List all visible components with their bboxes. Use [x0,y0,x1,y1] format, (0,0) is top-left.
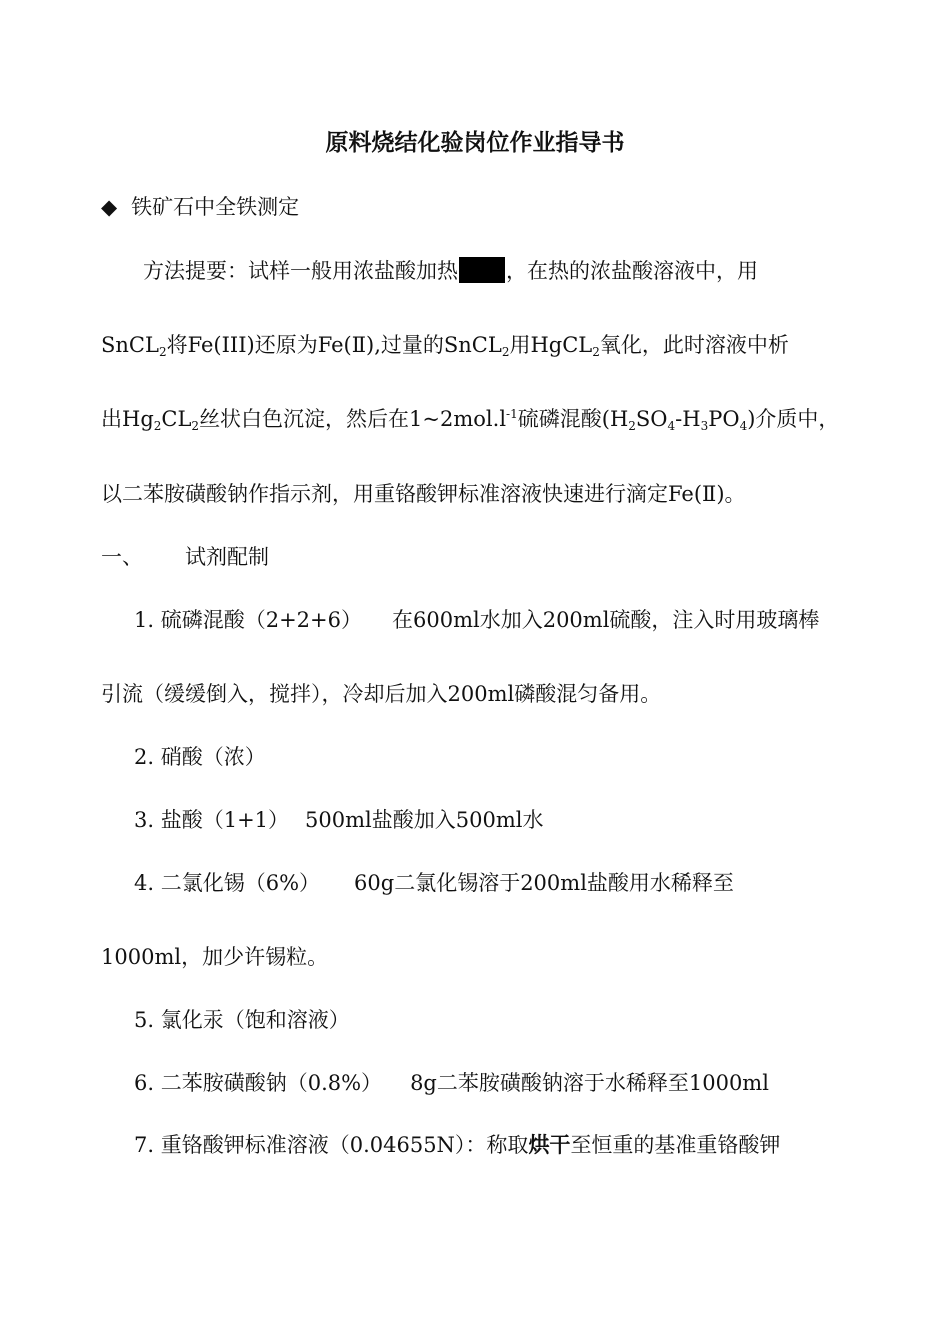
method-line-2 [101,331,789,359]
method-text: ，在热的浓盐酸溶液中，用 [506,259,758,283]
method-text: PO [708,407,740,431]
reagent-label: 7. 重铬酸钾标准溶液（0.04655N）：称取 [134,1133,529,1157]
method-line-1 [143,257,758,285]
subscript: 2 [191,419,200,433]
reagent-item-7 [134,1131,780,1159]
reagent-item-4-cont: 1000ml，加少许锡粒。 [101,945,329,969]
method-text: SO [635,407,668,431]
formula-text: SnCL [101,333,159,357]
reagent-item-1 [134,606,819,634]
reagent-label: 4. 二氯化锡（6%） [134,871,321,895]
reagents-heading [101,543,269,571]
method-text: -H [675,407,701,431]
method-text: 丝状白色沉淀，然后在1~2mol.l [199,407,507,431]
method-text: 氧化，此时溶液中析 [599,333,789,357]
document-title: 原料烧结化验岗位作业指导书 [325,130,625,156]
section-number: 一、 [101,545,143,569]
subscript: 2 [501,345,510,359]
reagent-item-3 [134,806,543,834]
bold-text: 烘干 [528,1133,571,1157]
diamond-bullet-icon: ◆ [101,195,118,219]
reagent-label: 6. 二苯胺磺酸钠（0.8%） [134,1071,383,1095]
method-text: 用HgCL [509,333,593,357]
reagent-label: 3. 盐酸（1+1） [134,808,290,832]
reagent-item-1-cont: 引流（缓缓倒入，搅拌），冷却后加入200ml磷酸混匀备用。 [101,682,662,706]
method-text: 将Fe(III)还原为Fe(Ⅱ),过量的SnCL [166,333,502,357]
reagent-desc: 60g二氯化锡溶于200ml盐酸用水稀释至 [354,871,734,895]
subscript: 3 [700,419,709,433]
section-heading-text: 铁矿石中全铁测定 [131,195,300,219]
reagent-desc: 500ml盐酸加入500ml水 [305,808,544,832]
method-text: )介质中， [747,407,840,431]
method-text: 方法提要：试样一般用浓盐酸加热 [143,259,458,283]
section-heading [101,193,299,221]
method-text: 出Hg [101,407,154,431]
subscript: 2 [628,419,636,433]
subscript: 2 [158,345,167,359]
reagent-item-4 [134,869,734,897]
method-text: CL [161,407,192,431]
reagent-label: 1. 硫磷混酸（2+2+6） [134,608,362,632]
subscript: 2 [592,345,600,359]
subscript: 4 [739,419,748,433]
redaction-block [459,257,505,283]
reagent-item-2: 2. 硝酸（浓） [134,745,266,769]
method-line-4: 以二苯胺磺酸钠作指示剂，用重铬酸钾标准溶液快速进行滴定Fe(Ⅱ)。 [101,482,746,506]
subscript: 4 [667,419,676,433]
reagent-item-6 [134,1069,769,1097]
reagent-desc: 至恒重的基准重铬酸钾 [570,1133,781,1157]
method-line-3 [101,405,839,433]
reagent-desc: 8g二苯胺磺酸钠溶于水稀释至1000ml [410,1071,769,1095]
reagents-heading-text: 试剂配制 [185,545,269,569]
reagent-item-5: 5. 氯化汞（饱和溶液） [134,1008,350,1032]
subscript: 2 [153,419,162,433]
method-text: 硫磷混酸(H [517,407,629,431]
reagent-desc: 在600ml水加入200ml硫酸，注入时用玻璃棒 [392,608,820,632]
superscript: -1 [506,407,518,421]
